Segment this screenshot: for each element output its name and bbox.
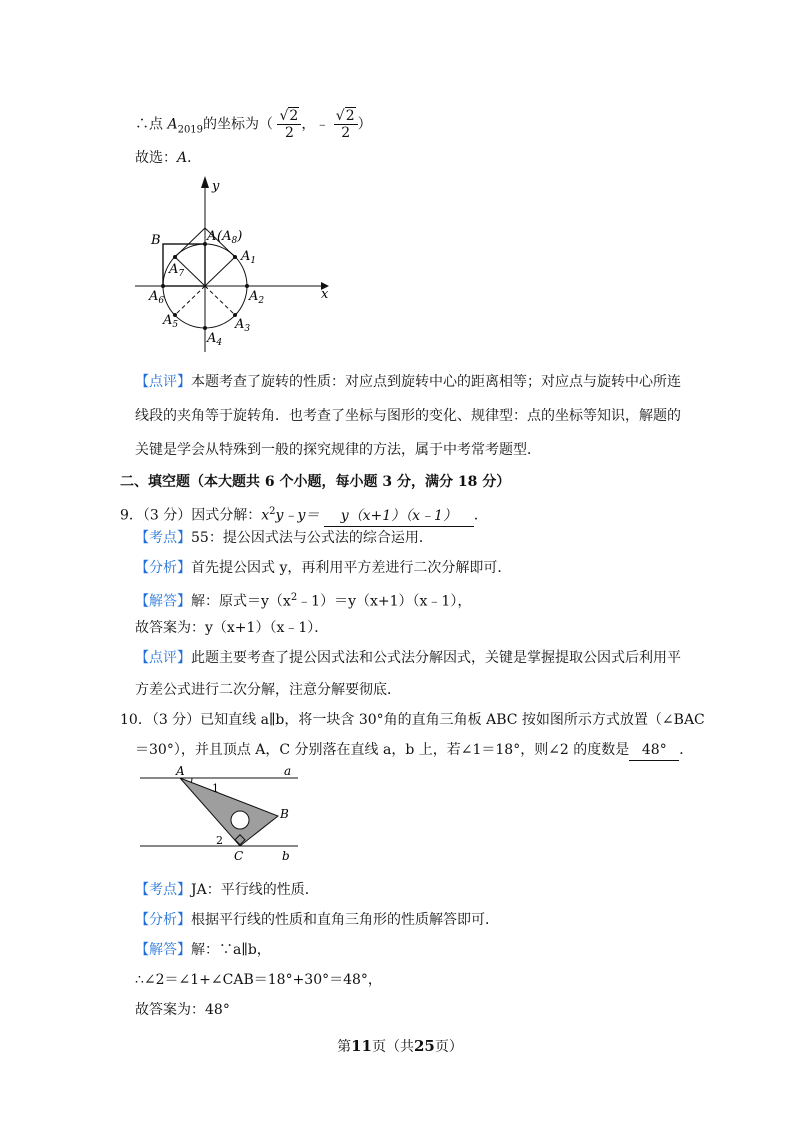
comment1-text1: 本题考查了旋转的性质：对应点到旋转中心的距离相等；对应点与旋转中心所连: [191, 374, 681, 390]
q9-dianping2: 方差公式进行二次分解，注意分解要彻底．: [135, 682, 401, 698]
page-number: 11: [351, 1037, 372, 1055]
choice-end: ．: [187, 150, 202, 166]
label-a1: $A_1$: [241, 249, 257, 266]
page-footer: [0, 1036, 800, 1056]
q9-jieda-sup: 2: [290, 592, 298, 603]
label-c-vertex: C: [234, 849, 244, 863]
choice-value: A: [177, 150, 188, 166]
q10-text: ＝30°），并且顶点 A，C 分别落在直线 a，b 上，若∠1＝18°，则∠2 的度数是: [135, 742, 630, 758]
q9-fenxi-text: 首先提公因式 y，再利用平方差进行二次分解即可．: [191, 560, 512, 576]
q10-step: ∴∠2＝∠1+∠CAB＝18°+30°＝48°，: [135, 972, 382, 988]
q10-answer-blank: 48°: [629, 740, 679, 761]
rotation-figure: [135, 172, 355, 354]
q9-dianping1: [135, 648, 681, 668]
y-axis-arrow: [201, 176, 209, 188]
choice-label: 故选：: [135, 150, 177, 166]
therefore-text: ∴点: [135, 116, 168, 133]
comment1-line3: [135, 440, 541, 460]
sqrt-radicand-2: 2: [345, 108, 355, 124]
q9-fenxi: [135, 558, 511, 578]
fraction-sqrt2-over-2: $\frac{√2}{2}$: [277, 108, 301, 141]
y-axis-label: y: [212, 179, 220, 194]
close-paren: ）: [357, 116, 372, 133]
q10-kaodian: [135, 880, 319, 900]
label-a: A: [207, 229, 217, 244]
footer-post: 页）: [434, 1039, 463, 1055]
point-a4: [203, 326, 207, 330]
x-axis-label: x: [321, 287, 329, 302]
footer-pre: 第: [337, 1039, 352, 1055]
triangle-abc: [180, 778, 278, 846]
q9-expr-rest: y﹣y＝: [275, 507, 320, 524]
point-a1: [233, 255, 237, 259]
coord-text: 的坐标为（: [203, 116, 274, 133]
q9-expr-sup: 2: [269, 506, 276, 517]
q9-kaodian: [135, 528, 433, 548]
dashed-o-a3: [205, 286, 235, 315]
dianping-tag-2: 【点评】: [135, 650, 191, 666]
sqrt-radicand: 2: [289, 108, 299, 124]
q9-jieda-b: ﹣1）＝y（x+1）（x﹣1），: [297, 593, 472, 610]
kaodian-tag: 【考点】: [135, 530, 191, 546]
q10-fenxi: [135, 910, 499, 930]
q10-jieda-text: 解：∵a∥b，: [191, 942, 271, 958]
q10-line2: [135, 740, 693, 761]
comment1-text3: 关键是学会从特殊到一般的探究规律的方法，属于中考常考题型．: [135, 442, 541, 458]
label-a3: $A_3$: [235, 317, 251, 334]
point-a5: [173, 313, 177, 317]
q9-answer-line: 故答案为：y（x+1）（x﹣1）．: [135, 620, 329, 636]
coordinate-statement: [135, 108, 372, 141]
fraction-denominator-2: 2: [341, 125, 351, 141]
comment1-line2: [135, 406, 681, 426]
point-a6: [161, 284, 165, 288]
q9-end: ．: [473, 507, 488, 524]
point-a7: [173, 255, 177, 259]
page-total: 25: [414, 1037, 435, 1055]
label-b: B: [151, 233, 161, 248]
section2-title: 二、填空题（本大题共 6 个小题，每小题 3 分，满分 18 分）: [120, 474, 511, 490]
label-a4: $A_4$: [207, 331, 223, 348]
triangle-hole: [231, 811, 249, 829]
q9-dianping-text1: 此题主要考查了提公因式法和公式法分解因式，关键是掌握提取公因式后利用平: [191, 650, 681, 666]
point-label: A: [167, 116, 178, 133]
q10-jieda: [135, 940, 271, 960]
comment1-line1: [135, 372, 681, 392]
q9-number: 9．（3 分）因式分解：: [120, 507, 262, 524]
segment-a-a7: [175, 228, 205, 257]
footer-mid: 页（共: [372, 1039, 414, 1055]
label-a7: $A_7$: [169, 262, 185, 279]
label-a6: $A_6$: [149, 289, 165, 306]
label-b-vertex: B: [280, 807, 289, 821]
dianping-tag: 【点评】: [135, 374, 191, 390]
fenxi-tag-2: 【分析】: [135, 912, 191, 928]
q10-end: ．: [679, 742, 694, 758]
label-line-a: a: [284, 764, 292, 778]
q9-jieda: [135, 588, 471, 612]
q9-expr-x: x: [261, 507, 270, 524]
label-angle1: 1: [212, 782, 219, 795]
q10-line1: 10．（3 分）已知直线 a∥b，将一块含 30°角的直角三角板 ABC 按如图所示方式放置（∠BAC: [120, 712, 705, 728]
segment-o-a1: [205, 257, 235, 286]
q10-answer-line: 故答案为：48°: [135, 1002, 230, 1018]
triangle-figure: [140, 764, 300, 864]
q9-stem: [120, 502, 488, 527]
jieda-tag: 【解答】: [135, 593, 191, 610]
label-a8: $(A_8)$: [217, 229, 243, 246]
label-angle2: 2: [216, 834, 223, 847]
point-a2: [245, 284, 249, 288]
fraction-denominator: 2: [284, 125, 294, 141]
label-a5: $A_5$: [163, 313, 179, 330]
q9-jieda-a: 解：原式＝y（x: [191, 593, 291, 610]
comma-minus: ，﹣: [301, 116, 330, 133]
label-a2: $A_2$: [249, 289, 265, 306]
label-a-vertex: A: [176, 764, 185, 778]
fraction-neg-sqrt2-over-2: $\frac{√2}{2}$: [334, 108, 358, 141]
q9-answer-blank: y（x+1）（x﹣1）: [324, 506, 474, 527]
dashed-o-a5: [175, 286, 205, 315]
comment1-text2: 线段的夹角等于旋转角．也考查了坐标与图形的变化、规律型：点的坐标等知识，解题的: [135, 408, 681, 424]
q10-fenxi-text: 根据平行线的性质和直角三角形的性质解答即可．: [191, 912, 499, 928]
jieda-tag-2: 【解答】: [135, 942, 191, 958]
kaodian-tag-2: 【考点】: [135, 882, 191, 898]
choice-line: [135, 148, 201, 168]
fenxi-tag: 【分析】: [135, 560, 191, 576]
point-subscript: 2019: [177, 124, 204, 136]
q9-kaodian-text: 55：提公因式法与公式法的综合运用．: [191, 530, 433, 546]
label-line-b: b: [282, 849, 290, 863]
q10-kaodian-text: JA：平行线的性质．: [191, 882, 319, 898]
